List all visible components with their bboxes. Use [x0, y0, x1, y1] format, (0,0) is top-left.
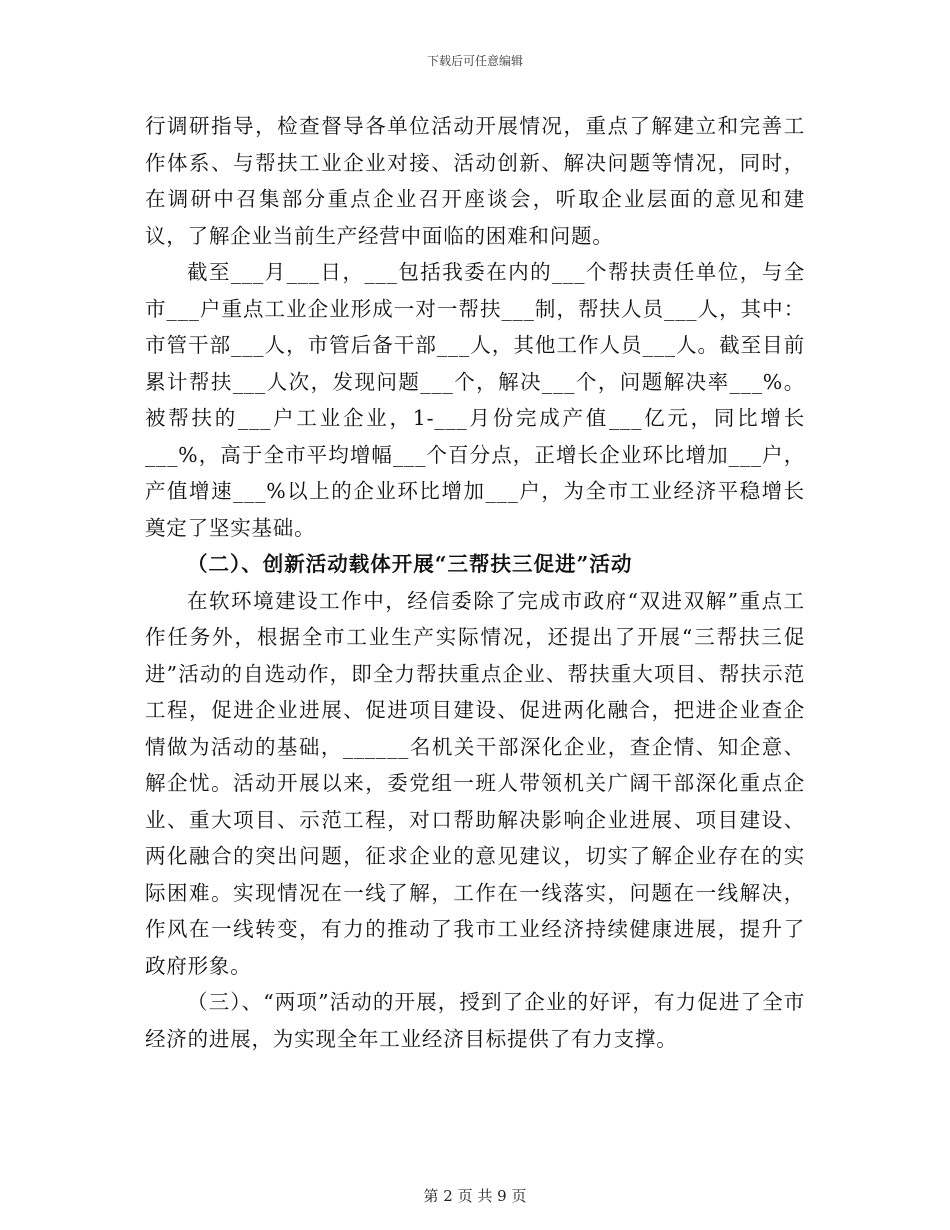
paragraph-soft-environment: 在软环境建设工作中，经信委除了完成市政府“双进双解”重点工作任务外，根据全市工业生产实际情况，还提出了开展“三帮扶三促进”活动的自选动作，即全力帮扶重点企业、帮扶重大项目、帮扶示范工程，促进企业进展、促进项目建设、促进两化融合，把进企业查企情做为活动的基础，______名机关干部深化企业，查企情、知企意、解企忧。活动开展以来，委党组一班人带领机关广阔干部深化重点企业、重大项目、示范工程，对口帮助解决影响企业进展、项目建设、两化融合的突出问题，征求企业的意见建议，切实了解企业存在的实际困难。实现情况在一线了解，工作在一线落实，问题在一线解决，作风在一线转变，有力的推动了我市工业经济持续健康进展，提升了政府形象。	[145, 588, 805, 978]
paragraph-section-3: （三）、“两项”活动的开展，授到了企业的好评，有力促进了全市经济的进展，为实现全年工业经济目标提供了有力支撑。	[145, 990, 805, 1051]
page-footer: 第 2 页 共 9 页	[423, 1187, 527, 1205]
paragraph-continuation: 行调研指导，检查督导各单位活动开展情况，重点了解建立和完善工作体系、与帮扶工业企业对接、活动创新、解决问题等情况，同时，在调研中召集部分重点企业召开座谈会，听取企业层面的意见和建议，了解企业当前生产经营中面临的困难和问题。	[145, 114, 805, 248]
document-body	[145, 108, 805, 1057]
paragraph-statistics: 截至___月___日，___包括我委在内的___个帮扶责任单位，与全市___户重点工业企业形成一对一帮扶___制，帮扶人员___人，其中：市管干部___人，市管后备干部___人，其他工作人员___人。截至目前累计帮扶___人次，发现问题___个，解决___个，问题解决率___%。被帮扶的___户工业企业，1-___月份完成产值___亿元，同比增长___%，高于全市平均增幅___个百分点，正增长企业环比增加___户，产值增速___%以上的企业环比增加___户，为全市工业经济平稳增长奠定了坚实基础。	[145, 260, 805, 540]
page-header: 下载后可任意编辑	[426, 54, 523, 68]
section-heading-2: （二）、创新活动载体开展“三帮扶三促进”活动	[187, 552, 633, 576]
